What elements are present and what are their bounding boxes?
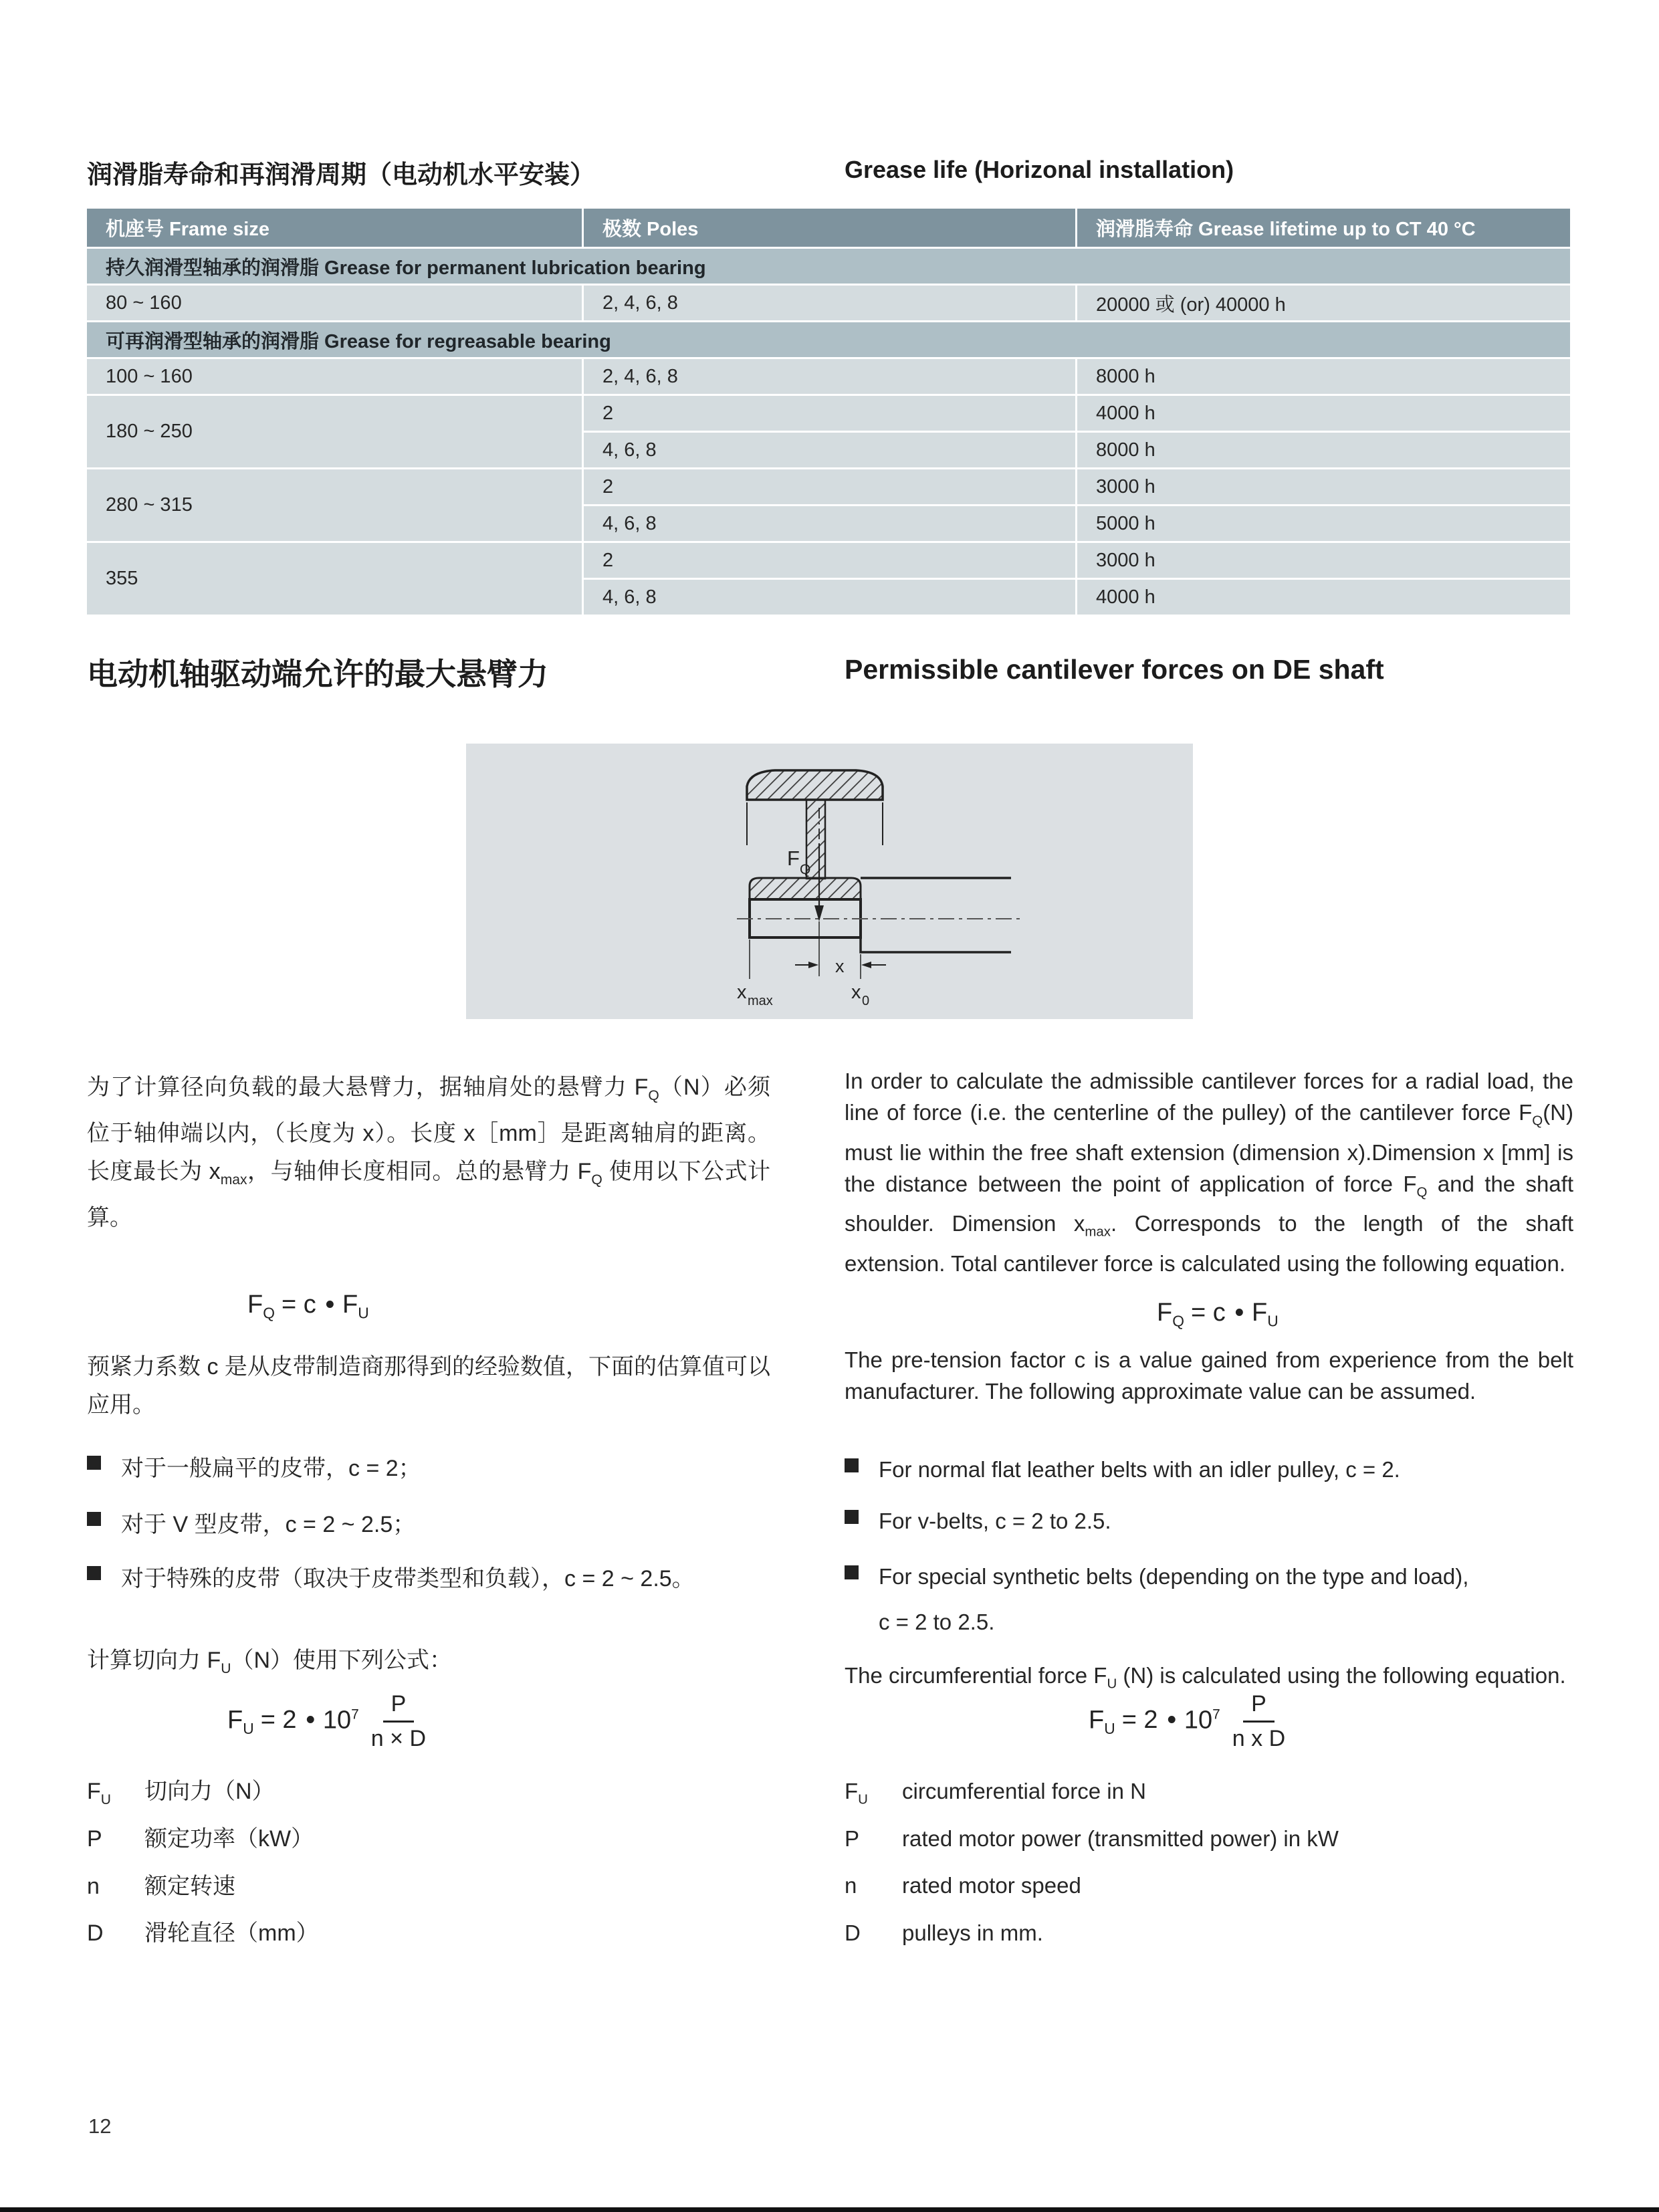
table-header-row: [87, 209, 1570, 247]
cantilever-title-en: Permissible cantilever forces on DE shaft: [845, 654, 1384, 685]
lifetime-cell: 3000 h: [1077, 543, 1570, 578]
col-header-grease-lifetime: 润滑脂寿命 Grease lifetime up to CT 40 °C: [1077, 209, 1570, 247]
definition-row: D pulleys in mm.: [845, 1920, 1043, 1945]
poles-cell: 4, 6, 8: [584, 506, 1075, 541]
lifetime-cell: 3000 h: [1077, 469, 1570, 504]
symbol-definitions-en: [845, 1772, 1573, 1961]
band-label: 持久润滑型轴承的润滑脂 Grease for permanent lubrication bearing: [87, 249, 1570, 284]
grease-life-title-cn: 润滑脂寿命和再润滑周期（电动机水平安装）: [87, 161, 596, 189]
bullet-special-belt-cn: 对于特殊的皮带（取决于皮带类型和负载），c = 2 ~ 2.5。: [87, 1560, 770, 1598]
formula-fq-en: $F_Q = c$ • $F_U$: [1157, 1299, 1279, 1330]
band-label: 可再润滑型轴承的润滑脂 Grease for regreasable bearing: [87, 322, 1570, 357]
bullet-square-icon: [845, 1458, 859, 1472]
table-group-row: [87, 396, 1570, 467]
symbol-definitions-cn: [87, 1772, 789, 1961]
lifetime-cell: 4000 h: [1077, 580, 1570, 615]
bullet-square-icon: [87, 1456, 101, 1470]
frame-size-cell: 280 ~ 315: [87, 469, 582, 541]
lifetime-cell: 8000 h: [1077, 359, 1570, 394]
pretension-paragraph-cn: 预紧力系数 c 是从皮带制造商那得到的经验数值，下面的估算值可以应用。: [87, 1354, 770, 1418]
cantilever-title-cn: 电动机轴驱动端允许的最大悬臂力: [87, 657, 548, 691]
frame-size-cell: 180 ~ 250: [87, 396, 582, 467]
pretension-paragraph-en: The pre-tension factor c is a value gained from experience from the belt manufacturer. The following approximate value can be assumed.: [845, 1347, 1573, 1404]
grease-life-table: [87, 209, 1570, 617]
bullet-square-icon: [845, 1510, 859, 1524]
bullet-continuation-en: c = 2 to 2.5.: [879, 1610, 995, 1634]
poles-cell: 2, 4, 6, 8: [584, 359, 1075, 394]
page-number: 12: [88, 2114, 112, 2138]
poles-cell: 2: [584, 396, 1075, 431]
table-row: [87, 286, 1570, 320]
circumferential-caption-en: The circumferential force $F_U$ (N) is calculated using the following equation.: [845, 1663, 1566, 1692]
xmax-label-sub: max: [748, 994, 773, 1008]
bullet-special-belt-en: For special synthetic belts (depending on the type and load),: [845, 1561, 1573, 1592]
fq-label: F: [787, 847, 800, 870]
bullet-flat-belt-en: For normal flat leather belts with an idler pulley, c = 2.: [845, 1454, 1573, 1485]
table-band-permanent: [87, 249, 1570, 284]
poles-cell: 2, 4, 6, 8: [584, 286, 1075, 320]
cantilever-paragraph-en: In order to calculate the admissible cantilever forces for a radial load, the line of force (i.e. the centerline of the pulley) of the cantilever force $F_Q(N)$ must lie within the free shaft extension (dimension x).Dimension x [mm] is the distance between the point of application of force $F_Q$ and the shaft shoulder. Dimension $x_{max}$. Corresponds to the length of the shaft extension. Total cantilever force is calculated using the following equation.: [845, 1069, 1573, 1276]
bullet-flat-belt-cn: 对于一般扁平的皮带，c = 2；: [87, 1450, 770, 1488]
bullet-square-icon: [87, 1512, 101, 1526]
definition-row: n 额定转速: [87, 1873, 235, 1899]
table-band-regreasable: [87, 322, 1570, 357]
lifetime-cell: 8000 h: [1077, 433, 1570, 467]
definition-row: P rated motor power (transmitted power) in kW: [845, 1826, 1339, 1851]
cantilever-force-diagram: [466, 744, 1193, 1019]
pulley-shaft-drawing: [466, 744, 1193, 1019]
frame-size-cell: 100 ~ 160: [87, 359, 582, 394]
poles-cell: 2: [584, 543, 1075, 578]
fq-label-sub: Q: [800, 862, 811, 877]
definition-row: $F_U$ circumferential force in N: [845, 1779, 1146, 1807]
poles-cell: 4, 6, 8: [584, 580, 1075, 615]
definition-row: $F_U$ 切向力（N）: [87, 1779, 275, 1807]
col-header-poles: 极数 Poles: [584, 209, 1075, 247]
lifetime-cell: 4000 h: [1077, 396, 1570, 431]
x-dim-arrow-left-head: [808, 962, 818, 968]
table-row: [87, 359, 1570, 394]
xmax-label: x: [737, 982, 747, 1003]
table-group-row: [87, 469, 1570, 541]
x-dim-label: x: [835, 956, 845, 976]
circumferential-caption-cn: 计算切向力 $F_U(N)$使用下列公式：: [87, 1648, 453, 1676]
bullet-square-icon: [845, 1565, 859, 1579]
pulley-flange: [747, 770, 883, 800]
x0-label: x: [851, 982, 861, 1003]
formula-fu-cn: $F_U = 2$ • $10^7$ $\frac{P}{n \times D}$: [227, 1691, 427, 1751]
bullet-v-belt-en: For v-belts, c = 2 to 2.5.: [845, 1505, 1573, 1537]
frame-size-cell: 80 ~ 160: [87, 286, 582, 320]
cantilever-paragraph-cn: 为了计算径向负载的最大悬臂力，据轴肩处的悬臂力 $F_Q(N)$必须位于轴伸端以内，（长度为 x）。长度 x［mm］是距离轴肩的距离。长度最长为 $x_{max}$，与轴伸长度相同。总的悬臂力 $F_Q$ 使用以下公式计算。: [87, 1075, 770, 1230]
shoulder-step-line: [861, 937, 1011, 952]
formula-fq-cn: $F_Q = c$ • $F_U$: [247, 1291, 369, 1322]
bullet-v-belt-cn: 对于 V 型皮带，c = 2 ~ 2.5；: [87, 1506, 770, 1544]
x0-label-sub: 0: [862, 994, 870, 1008]
x-dim-arrow-right-head: [861, 962, 871, 968]
lifetime-cell: 20000 或 (or) 40000 h: [1077, 286, 1570, 320]
definition-row: P 额定功率（kW）: [87, 1826, 314, 1852]
grease-life-title-en: Grease life (Horizonal installation): [845, 156, 1234, 183]
poles-cell: 4, 6, 8: [584, 433, 1075, 467]
page-bottom-edge: [0, 2207, 1659, 2212]
col-header-frame-size: 机座号 Frame size: [87, 209, 582, 247]
table-group-row: [87, 543, 1570, 615]
frame-size-cell: 355: [87, 543, 582, 615]
poles-cell: 2: [584, 469, 1075, 504]
formula-fu-en: $F_U = 2$ • $10^7$ $\frac{P}{\text{n x D}}$: [1089, 1691, 1286, 1751]
definition-row: D 滑轮直径（mm）: [87, 1920, 319, 1947]
lifetime-cell: 5000 h: [1077, 506, 1570, 541]
definition-row: n rated motor speed: [845, 1873, 1081, 1898]
pulley-hub: [750, 878, 861, 899]
bullet-square-icon: [87, 1566, 101, 1580]
